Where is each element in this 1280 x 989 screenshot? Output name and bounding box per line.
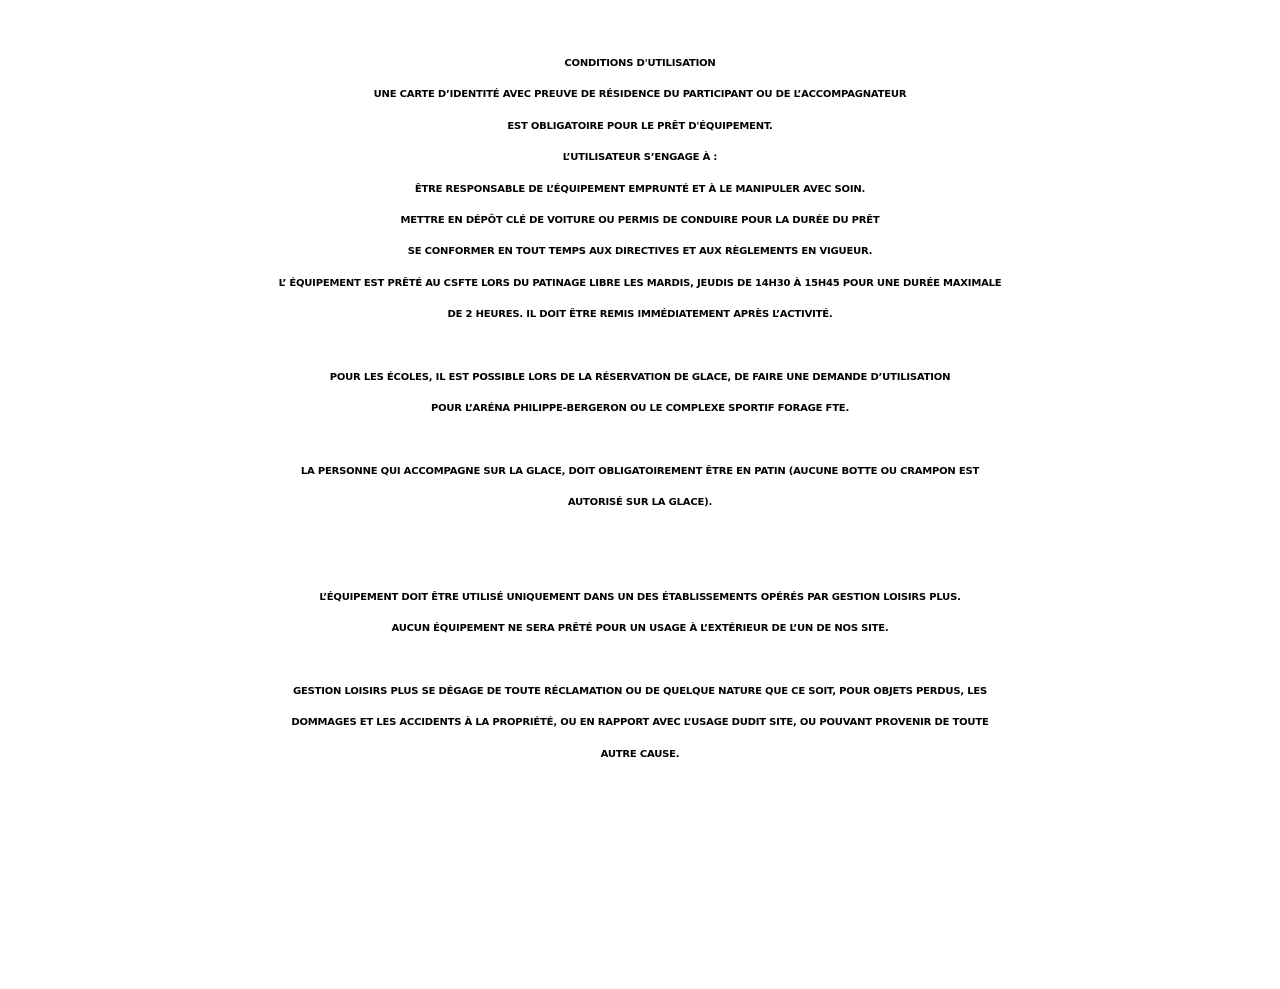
paragraph-spacer [0,425,1280,456]
paragraph-line: POUR L’ARÉNA PHILIPPE-BERGERON OU LE COMPLEXE SPORTIF FORAGE FTE. [430,403,850,415]
paragraph-line: AUCUN ÉQUIPEMENT NE SERA PRÊTÉ POUR UN USAGE À L’EXTÉRIEUR DE L’UN DE NOS SITE. [391,623,889,635]
paragraph-line: L’ÉQUIPEMENT DOIT ÊTRE UTILISÉ UNIQUEMENT DANS UN DES ÉTABLISSEMENTS OPÉRÉS PAR GESTION LOISIRS PLUS. [319,591,961,603]
conditions-document [0,48,1280,770]
paragraph-line: POUR LES ÉCOLES, IL EST POSSIBLE LORS DE LA RÉSERVATION DE GLACE, DE FAIRE UNE DEMANDE D’UTILISATION [329,371,951,383]
paragraph-line: GESTION LOISIRS PLUS SE DÉGAGE DE TOUTE RÉCLAMATION OU DE QUELQUE NATURE QUE CE SOIT, POUR OBJETS PERDUS, LES [292,685,988,697]
paragraph-line: DE 2 HEURES. IL DOIT ÊTRE REMIS IMMÉDIATEMENT APRÈS L’ACTIVITÉ. [447,309,833,321]
paragraph-spacer [0,644,1280,675]
section-schools [0,362,1280,425]
paragraph-spacer [0,519,1280,582]
paragraph-line: SE CONFORMER EN TOUT TEMPS AUX DIRECTIVES ET AUX RÈGLEMENTS EN VIGUEUR. [407,246,873,258]
section-identity-and-commitments [0,79,1280,330]
paragraph-line: EST OBLIGATOIRE POUR LE PRÊT D'ÉQUIPEMENT. [507,120,773,132]
paragraph-line: L’ ÉQUIPEMENT EST PRÊTÉ AU CSFTE LORS DU PATINAGE LIBRE LES MARDIS, JEUDIS DE 14H30 À 15H45 POUR UNE DURÉE MAXIMALE [278,277,1002,289]
paragraph-line: DOMMAGES ET LES ACCIDENTS À LA PROPRIÉTÉ, OU EN RAPPORT AVEC L’USAGE DUDIT SITE, OU POUVANT PROVENIR DE TOUTE [291,717,989,729]
paragraph-spacer [0,331,1280,362]
section-liability-disclaimer [0,676,1280,770]
paragraph-line: UNE CARTE D’IDENTITÉ AVEC PREUVE DE RÉSIDENCE DU PARTICIPANT OU DE L’ACCOMPAGNATEUR [373,89,907,101]
document-title: CONDITIONS D'UTILISATION [564,58,716,69]
paragraph-line: L’UTILISATEUR S’ENGAGE À : [562,152,718,164]
paragraph-line: AUTORISÉ SUR LA GLACE). [567,497,713,509]
paragraph-line: LA PERSONNE QUI ACCOMPAGNE SUR LA GLACE, DOIT OBLIGATOIREMENT ÊTRE EN PATIN (AUCUNE BOTTE OU CRAMPON EST [300,466,980,478]
section-companion-on-ice [0,456,1280,519]
section-usage-locations [0,582,1280,645]
paragraph-line: AUTRE CAUSE. [600,748,680,760]
paragraph-line: METTRE EN DÉPÔT CLÉ DE VOITURE OU PERMIS DE CONDUIRE POUR LA DURÉE DU PRÊT [400,214,880,226]
paragraph-line: ÊTRE RESPONSABLE DE L’ÉQUIPEMENT EMPRUNTÉ ET À LE MANIPULER AVEC SOIN. [414,183,866,195]
